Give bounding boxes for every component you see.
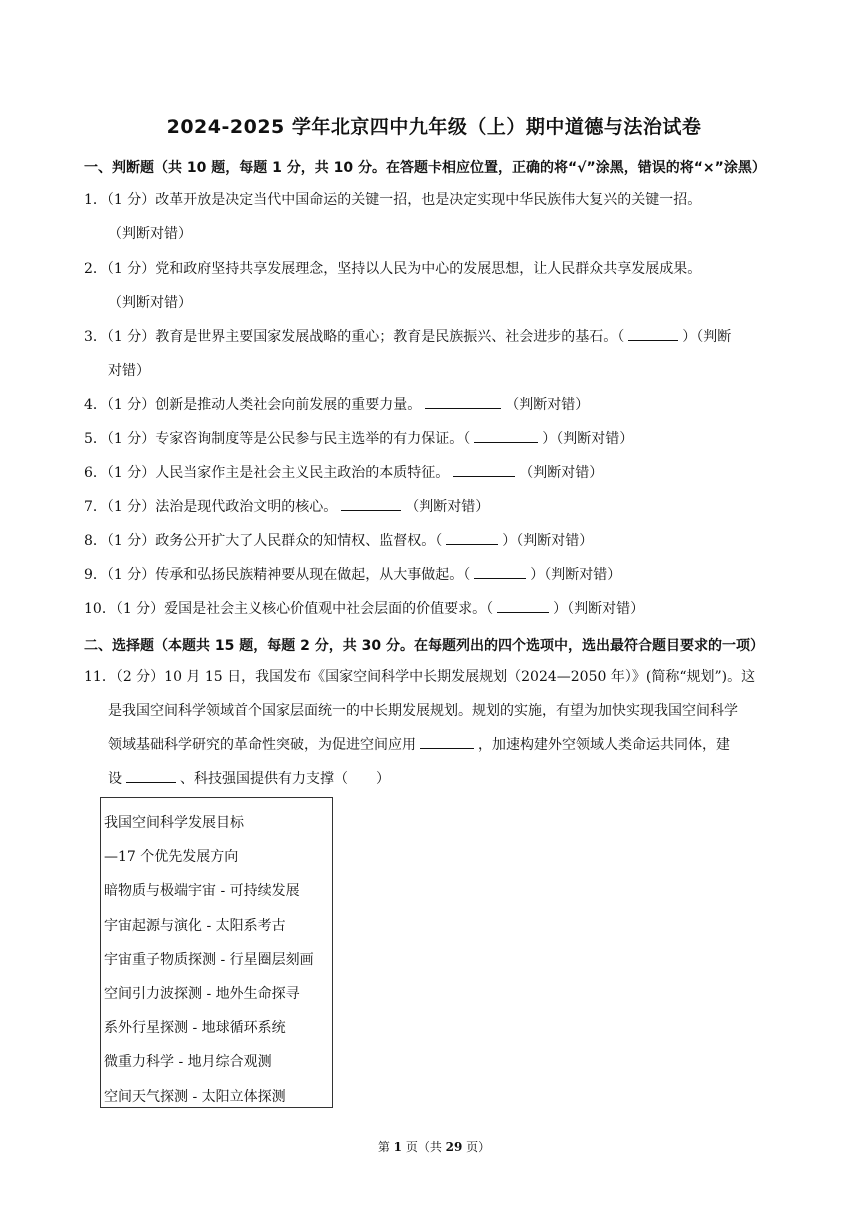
page-number: 1 [393, 1140, 402, 1154]
box-line: 宇宙起源与演化 - 太阳系考古 [104, 917, 286, 934]
question-text: 1．（1 分）改革开放是决定当代中国命运的关键一招，也是决定实现中华民族伟大复兴的关键一招。 [84, 192, 702, 208]
box-line: —17 个优先发展方向 [104, 849, 239, 866]
question-2 [84, 252, 789, 320]
answer-blank [453, 462, 515, 477]
question-4 [84, 388, 789, 422]
footer-text: 页（共 [402, 1140, 446, 1154]
question-text: 5．（1 分）专家咨询制度等是公民参与民主选举的有力保证。（ [84, 431, 471, 447]
box-line: 我国空间科学发展目标 [104, 815, 244, 831]
question-5 [84, 422, 789, 456]
answer-blank [474, 428, 538, 443]
page-total: 29 [445, 1140, 463, 1154]
question-text: ）（判断对错） [553, 601, 645, 617]
question-text: 3．（1 分）教育是世界主要国家发展战略的重心；教育是民族振兴、社会进步的基石。（ [84, 329, 625, 345]
question-text: ）（判断对错） [542, 431, 634, 447]
question-text: （判断对错） [405, 499, 490, 515]
question-7 [84, 490, 789, 524]
question-text: 设 [108, 771, 122, 787]
answer-blank [628, 326, 678, 341]
page-footer [0, 1138, 868, 1155]
question-text: 是我国空间科学领域首个国家层面统一的中长期发展规划。规划的实施，有望为加快实现我国空间科学 [108, 703, 738, 719]
answer-blank [341, 496, 401, 511]
question-6 [84, 456, 789, 490]
box-line: 空间引力波探测 - 地外生命探寻 [104, 985, 300, 1002]
answer-blank [446, 530, 498, 545]
box-line: 暗物质与极端宇宙 - 可持续发展 [104, 883, 300, 900]
space-science-goals-box [100, 797, 333, 1108]
answer-blank [425, 394, 501, 409]
question-9 [84, 558, 789, 592]
question-text: ）（判断 [682, 329, 732, 345]
answer-blank [420, 734, 474, 749]
section1-heading: 一、判断题（共 10 题，每题 1 分，共 10 分。在答题卡相应位置，正确的将“√”涂黑，错误的将“×”涂黑） [84, 160, 766, 176]
footer-text: 页） [462, 1140, 491, 1154]
footer-text: 第 [377, 1140, 394, 1154]
question-text: 8．（1 分）政务公开扩大了人民群众的知情权、监督权。（ [84, 533, 443, 549]
section2-heading: 二、选择题（本题共 15 题，每题 2 分，共 30 分。在每题列出的四个选项中，选出最符合题目要求的一项） [84, 638, 764, 654]
question-8 [84, 524, 789, 558]
box-line: 宇宙重子物质探测 - 行星圈层刻画 [104, 951, 314, 968]
question-text: 7．（1 分）法治是现代政治文明的核心。 [84, 499, 338, 515]
question-text: 对错） [108, 363, 150, 379]
box-line: 微重力科学 - 地月综合观测 [104, 1054, 272, 1071]
page-title: 2024-2025 学年北京四中九年级（上）期中道德与法治试卷 [166, 116, 702, 138]
question-text: ，加速构建外空领域人类命运共同体，建 [478, 737, 730, 753]
question-text: ）（判断对错） [530, 567, 622, 583]
question-text: （判断对错） [108, 295, 192, 311]
question-3 [84, 320, 789, 388]
question-text: 领域基础科学研究的革命性突破，为促进空间应用 [108, 737, 416, 753]
question-11 [84, 660, 789, 796]
answer-blank [126, 768, 176, 783]
question-1 [84, 183, 789, 251]
question-text: 、科技强国提供有力支撑（ ） [180, 771, 390, 787]
question-text: （判断对错） [505, 397, 590, 413]
question-text: 9．（1 分）传承和弘扬民族精神要从现在做起，从大事做起。（ [84, 567, 471, 583]
question-text: 2．（1 分）党和政府坚持共享发展理念，坚持以人民为中心的发展思想，让人民群众共享发展成果。 [84, 261, 702, 277]
box-line: 系外行星探测 - 地球循环系统 [104, 1020, 286, 1037]
question-text: ）（判断对错） [502, 533, 594, 549]
answer-blank [497, 598, 549, 613]
question-10 [84, 592, 789, 626]
question-text: 10．（1 分）爱国是社会主义核心价值观中社会层面的价值要求。（ [84, 601, 494, 617]
box-line: 空间天气探测 - 太阳立体探测 [104, 1088, 286, 1105]
question-text: （判断对错） [519, 465, 604, 481]
question-text: （判断对错） [108, 226, 192, 242]
question-text: 11．（2 分）10 月 15 日，我国发布《国家空间科学中长期发展规划（2024—2050 年）》(简称“规划”)。这 [84, 669, 756, 685]
question-text: 4．（1 分）创新是推动人类社会向前发展的重要力量。 [84, 397, 422, 413]
answer-blank [474, 564, 526, 579]
question-text: 6．（1 分）人民当家作主是社会主义民主政治的本质特征。 [84, 465, 450, 481]
